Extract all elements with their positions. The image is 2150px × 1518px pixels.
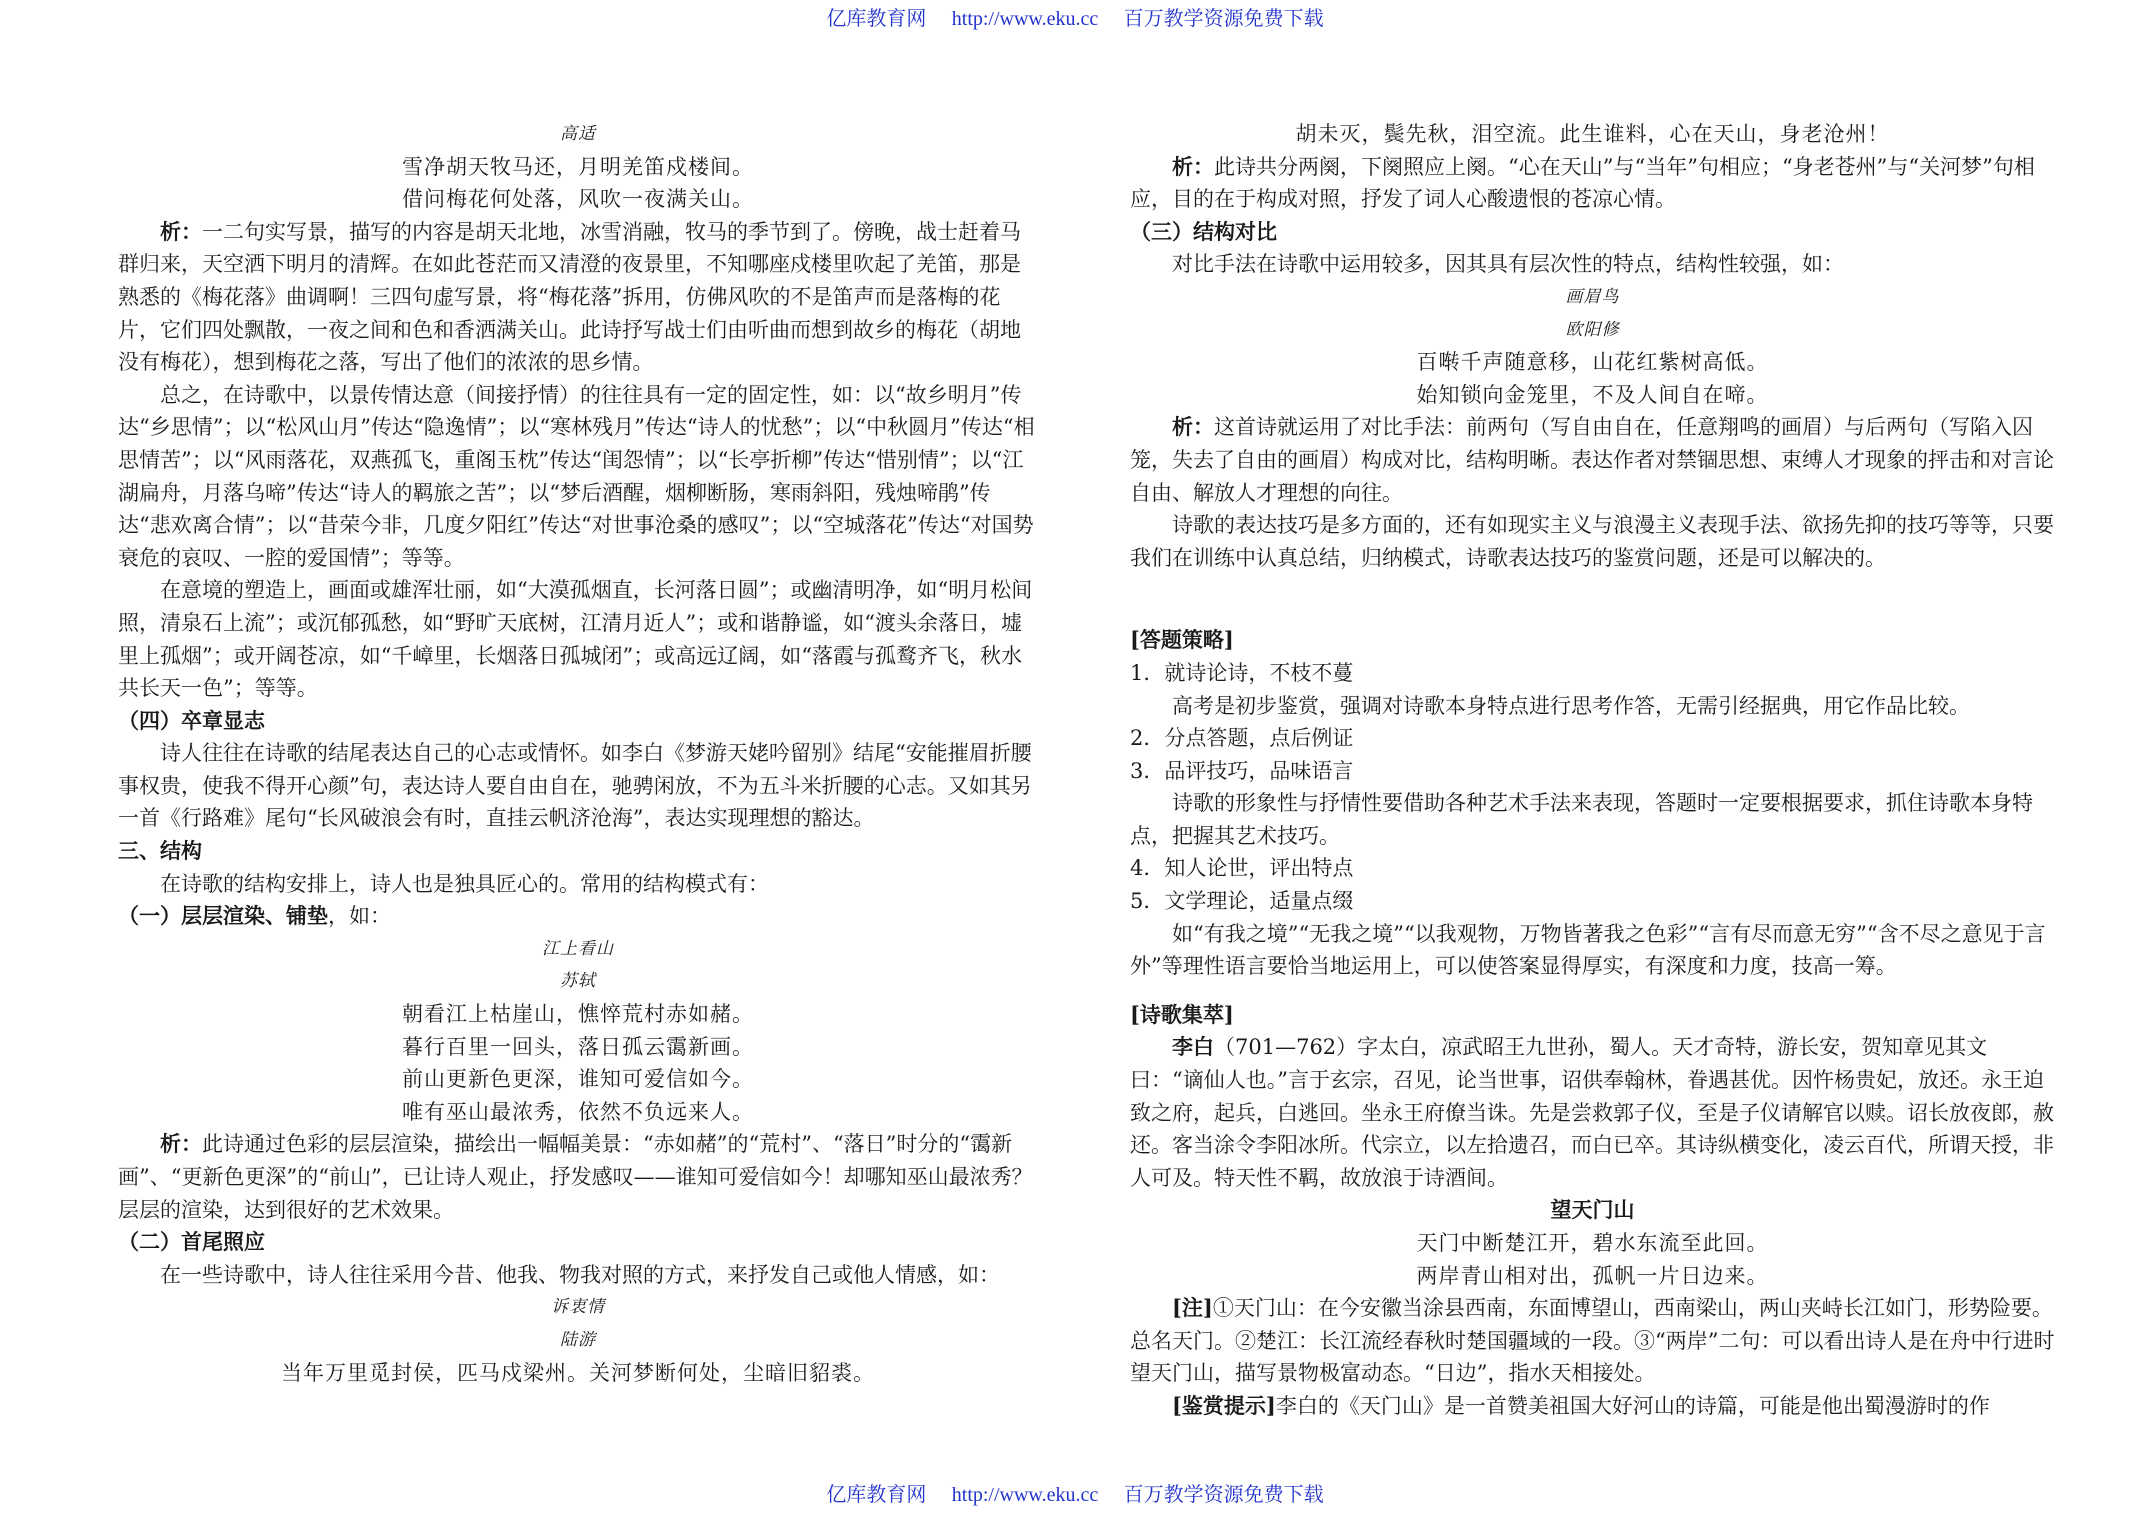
strategy-body: 高考是初步鉴赏，强调对诗歌本身特点进行思考作答，无需引经据典，用它作品比较。 (1172, 693, 1970, 718)
section-heading: （二）首尾照应 (118, 1229, 265, 1255)
poem-author: 欧阳修 (1565, 319, 1620, 340)
section-heading (118, 900, 1038, 933)
collection-heading: [诗歌集萃] (1130, 1001, 1234, 1027)
page-header (0, 2, 2150, 31)
analysis-text: 此诗共分两阕，下阕照应上阕。“心在天山”与“当年”句相应；“身老苍州”与“关河梦”句相应，目的在于构成对照，抒发了词人心酸遗恨的苍凉心情。 (1130, 154, 2035, 212)
poem-line: 胡未灭，鬓先秋，泪空流。此生谁料，心在天山，身老沧州！ (1295, 122, 1890, 146)
section-heading-bold: （一）层层渲染、铺垫 (118, 903, 328, 929)
poem-line: 借问梅花何处落，风吹一夜满关山。 (402, 187, 754, 212)
body-paragraph: 对比手法在诗歌中运用较多，因其具有层次性的特点，结构性较强，如： (1172, 252, 1844, 277)
analysis-label: 析： (160, 218, 202, 244)
analysis-text: 这首诗就运用了对比手法：前两句（写自由自在，任意翔鸣的画眉）与后两句（写陷入囚笼，失去了自由的画眉）构成对比，结构明晰。表达作者对禁锢思想、束缚人才现象的抨击和对言论自由、解放人才理想的向往。 (1130, 415, 2054, 505)
strategy-body: 诗歌的形象性与抒情性要借助各种艺术手法来表现，答题时一定要根据要求，抓住诗歌本身特点，把握其艺术技巧。 (1130, 791, 2033, 848)
poet-bio-text: （701—762）字太白，凉武昭王九世孙，蜀人。天才奇特，游长安，贺知章见其文曰：“谪仙人也。”言于玄宗，召见，论当世事，诏供奉翰林，眷遇甚优。因忤杨贵妃，放还。永王迫致之府，起兵，白逃回。坐永王府僚当诛。先是尝救郭子仪，至是子仪请解官以赎。诏长放夜郎，赦还。客当涂令李阳冰所。代宗立，以左拾遗召，而白已卒。其诗纵横变化，凌云百代，所谓天授，非人可及。特天性不羁，故放浪于诗酒间。 (1130, 1035, 2054, 1190)
footer-slogan: 百万教学资源免费下载 (1123, 1482, 1324, 1506)
poem-line: 天门中断楚江开，碧水东流至此回。 (1416, 1231, 1769, 1255)
analysis-paragraph (118, 1128, 1038, 1226)
poem-title: 江上看山 (542, 938, 614, 959)
poem-title: 诉衷情 (551, 1297, 605, 1318)
analysis-label: 析： (1172, 153, 1214, 179)
footer-url-link[interactable]: http://www.eku.cc (951, 1484, 1099, 1506)
poem-line: 雪净胡天牧马还，月明羌笛戍楼间。 (402, 154, 754, 179)
header-site: 亿库教育网 (826, 6, 927, 30)
section-heading-tail: ，如： (328, 904, 391, 929)
poem-line: 始知锁向金笼里，不及人间自在啼。 (1416, 382, 1769, 407)
section-heading: 三、结构 (118, 838, 202, 864)
analysis-text: 一二句实写景，描写的内容是胡天北地，冰雪消融，牧马的季节到了。傍晚，战士赶着马群归来，天空洒下明月的清辉。在如此苍茫而又清澄的夜景里，不知哪座戍楼里吹起了羌笛，那是熟悉的《梅花落》曲调啊！三四句虚写景，将“梅花落”拆用，仿佛风吹的不是笛声而是落梅的花片，它们四处飘散，一夜之间和色和香洒满关山。此诗抒写战士们由听曲而想到故乡的梅花（胡地没有梅花），想到梅花之落，写出了他们的浓浓的思乡情。 (118, 219, 1021, 375)
tip-text: 李白的《天门山》是一首赞美祖国大好河山的诗篇，可能是他出蜀漫游时的作 (1275, 1393, 1990, 1418)
analysis-paragraph (1130, 151, 2055, 216)
strategy-body: 如“有我之境”“无我之境”“以我观物，万物皆著我之色彩”“言有尽而意无穷”“含不尽之意见于言外”等理性语言要恰当地运用上，可以使答案显得厚实，有深度和力度，技高一筹。 (1130, 921, 2046, 979)
poem-line: 唯有巫山最浓秀，依然不负远来人。 (402, 1099, 754, 1124)
poem-line: 朝看江上枯崖山，憔悴荒村赤如赭。 (402, 1002, 754, 1027)
analysis-label: 析： (160, 1131, 202, 1157)
poet-name: 李白 (1172, 1034, 1214, 1060)
note-paragraph (1130, 1292, 2055, 1390)
header-url-link[interactable]: http://www.eku.cc (951, 8, 1099, 30)
poem-author: 陆游 (560, 1329, 596, 1350)
tip-label: [鉴赏提示] (1172, 1392, 1276, 1418)
strategy-item: 4．知人论世，评出特点 (1130, 856, 1354, 881)
body-paragraph: 在诗歌的结构安排上，诗人也是独具匠心的。常用的结构模式有： (160, 871, 769, 896)
poem-title: 画眉鸟 (1565, 286, 1620, 307)
poem-author: 高适 (560, 124, 596, 144)
strategy-item: 3．品评技巧，品味语言 (1130, 758, 1354, 783)
section-heading: （四）卒章显志 (118, 707, 265, 733)
footer-site: 亿库教育网 (826, 1482, 927, 1506)
poem-line: 百啭千声随意移，山花红紫树高低。 (1416, 350, 1769, 375)
page-footer (0, 1478, 2150, 1507)
analysis-paragraph (1130, 411, 2055, 509)
body-paragraph: 诗歌的表达技巧是多方面的，还有如现实主义与浪漫主义表现手法、欲扬先抑的技巧等等，只要我们在训练中认真总结，归纳模式，诗歌表达技巧的鉴赏问题，还是可以解决的。 (1130, 513, 2054, 570)
left-column (118, 118, 1038, 1389)
poem-line: 暮行百里一回头，落日孤云霭新画。 (402, 1034, 754, 1059)
analysis-text: 此诗通过色彩的层层渲染，描绘出一幅幅美景：“赤如赭”的“荒村”、“落日”时分的“霭新画”、“更新色更深”的“前山”，已让诗人观止，抒发感叹——谁知可爱信如今！却哪知巫山最浓秀？层层的渲染，达到很好的艺术效果。 (118, 1132, 1033, 1222)
poem-author: 苏轼 (560, 971, 596, 992)
poem-title: 望天门山 (1550, 1197, 1635, 1223)
poem-line: 前山更新色更深，谁知可爱信如今。 (402, 1067, 754, 1092)
header-slogan: 百万教学资源免费下载 (1123, 6, 1324, 30)
body-paragraph: 诗人往往在诗歌的结尾表达自己的心志或情怀。如李白《梦游天姥吟留别》结尾“安能摧眉折腰事权贵，使我不得开心颜”句，表达诗人要自由自在，驰骋闲放，不为五斗米折腰的心志。又如其另一首《行路难》尾句“长风破浪会有时，直挂云帆济沧海”，表达实现理想的豁达。 (118, 741, 1032, 831)
poem-line: 两岸青山相对出，孤帆一片日边来。 (1416, 1263, 1769, 1288)
note-label: [注] (1172, 1295, 1213, 1321)
poem-line: 当年万里觅封侯，匹马戍梁州。关河梦断何处，尘暗旧貂裘。 (281, 1360, 875, 1385)
spacer (1130, 574, 2055, 624)
body-paragraph: 在一些诗歌中，诗人往往采用今昔、他我、物我对照的方式，来抒发自己或他人情感，如： (160, 1262, 1000, 1287)
strategy-heading: [答题策略] (1130, 627, 1234, 653)
body-paragraph: 总之，在诗歌中，以景传情达意（间接抒情）的往往具有一定的固定性，如：以“故乡明月”传达“乡思情”；以“松风山月”传达“隐逸情”；以“寒林残月”传达“诗人的忧愁”；以“中秋圆月”传达“相思情苦”；以“风雨落花，双燕孤飞，重阁玉枕”传达“闺怨情”；以“长亭折柳”传达“惜别情”；以“江湖扁舟，月落乌啼”传达“诗人的羁旅之苦”；以“梦后酒醒，烟柳断肠，寒雨斜阳，残烛啼鹃”传达“悲欢离合情”；以“昔荣今非，几度夕阳红”传达“对世事沧桑的感叹”；以“空城落花”传达“对国势衰危的哀叹、一腔的爱国情”；等等。 (118, 382, 1035, 570)
analysis-paragraph (118, 216, 1038, 379)
spacer (1130, 983, 2055, 999)
strategy-item: 2．分点答题，点后例证 (1130, 726, 1354, 751)
right-column (1130, 118, 2055, 1423)
body-paragraph: 在意境的塑造上，画面或雄浑壮丽，如“大漠孤烟直，长河落日圆”；或幽清明净，如“明月松间照，清泉石上流”；或沉郁孤愁，如“野旷天底树，江清月近人”；或和谐静谧，如“渡头余落日，墟里上孤烟”；或开阔苍凉，如“千嶂里，长烟落日孤城闭”；或高远辽阔，如“落霞与孤鹜齐飞，秋水共长天一色”；等等。 (118, 578, 1033, 701)
section-heading: （三）结构对比 (1130, 218, 1277, 244)
strategy-item: 1．就诗论诗，不枝不蔓 (1130, 660, 1354, 685)
tip-paragraph (1130, 1390, 2055, 1423)
note-text: ①天门山：在今安徽当涂县西南，东面博望山，西南梁山，两山夹峙长江如门，形势险要。总名天门。②楚江：长江流经春秋时楚国疆域的一段。③“两岸”二句：可以看出诗人是在舟中行进时望天门山，描写景物极富动态。“日边”，指水天相接处。 (1130, 1296, 2055, 1386)
poet-bio (1130, 1031, 2055, 1194)
strategy-item: 5．文学理论，适量点缀 (1130, 889, 1354, 914)
analysis-label: 析： (1172, 414, 1214, 440)
